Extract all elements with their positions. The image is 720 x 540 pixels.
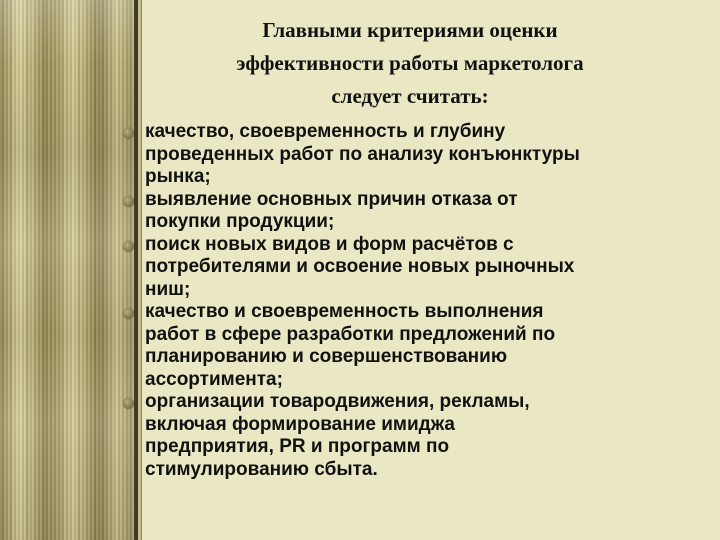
- title-line: эффективности работы маркетолога: [236, 51, 584, 75]
- decorative-divider-line: [141, 0, 142, 540]
- list-item-line: выявление основных причин отказа от: [145, 188, 518, 210]
- list-item-text: [145, 121, 705, 189]
- list-item: [145, 121, 705, 189]
- list-item-line: поиск новых видов и форм расчётов с: [145, 233, 514, 255]
- list-item: [145, 301, 705, 391]
- title-line: Главными критериями оценки: [262, 18, 558, 42]
- list-item-line: проведенных работ по анализу конъюнктуры: [145, 143, 580, 165]
- list-item-text: [145, 234, 705, 302]
- list-item: [145, 189, 705, 234]
- slide-content: [145, 121, 705, 481]
- list-item-text: [145, 189, 705, 234]
- list-item-text: [145, 391, 705, 481]
- list-item-line: качество, своевременность и глубину: [145, 121, 506, 142]
- list-item-line: стимулированию сбыта.: [145, 458, 378, 480]
- list-item-line: предприятия, PR и программ по: [145, 436, 450, 457]
- bullet-dot-icon: [123, 196, 134, 207]
- list-item-line: покупки продукции;: [145, 211, 335, 232]
- list-item-line: ассортимента;: [145, 368, 283, 390]
- list-item-line: потребителями и освоение новых рыночных: [145, 256, 575, 277]
- bullet-dot-icon: [123, 241, 134, 252]
- list-item-line: планированию и совершенствованию: [145, 346, 508, 367]
- criteria-list: [145, 121, 705, 481]
- bullet-dot-icon: [123, 128, 134, 139]
- title-line: следует считать:: [331, 84, 489, 108]
- list-item-text: [145, 301, 705, 391]
- slide-title: [150, 14, 670, 113]
- decorative-gold-band: [0, 0, 140, 540]
- list-item-line: организации товародвижения, рекламы,: [145, 391, 530, 412]
- list-item: [145, 234, 705, 302]
- bullet-dot-icon: [123, 398, 134, 409]
- list-item-line: рынка;: [145, 166, 211, 187]
- list-item-line: включая формирование имиджа: [145, 413, 455, 435]
- list-item-line: ниш;: [145, 278, 191, 300]
- list-item-line: качество и своевременность выполнения: [145, 301, 544, 322]
- bullet-dot-icon: [123, 308, 134, 319]
- list-item: [145, 391, 705, 481]
- list-item-line: работ в сфере разработки предложений по: [145, 323, 556, 345]
